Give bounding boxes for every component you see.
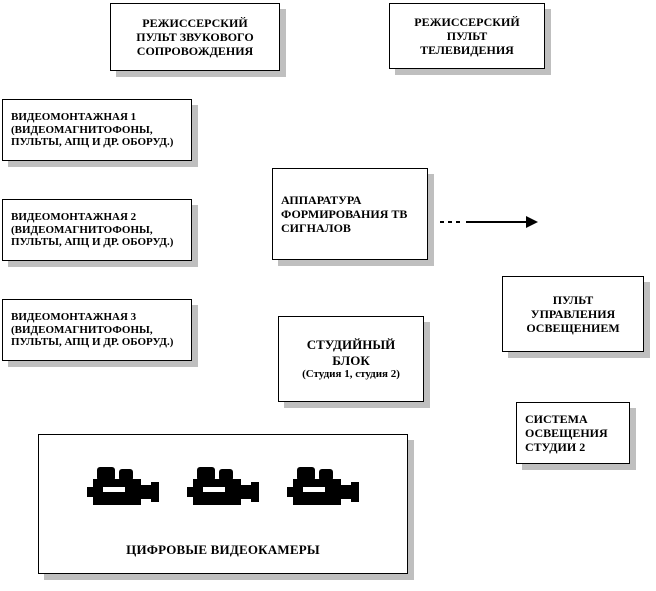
director-audio-console-box — [110, 3, 280, 71]
camera-lens-hood-icon — [351, 482, 359, 502]
camera-body-icon — [193, 479, 241, 505]
tv-signal-output-arrow — [440, 215, 538, 229]
camera-slit-icon — [203, 487, 225, 492]
studio-2-lighting-system-label: СИСТЕМА ОСВЕЩЕНИЯ СТУДИИ 2 — [525, 411, 608, 455]
camera-lens-hood-icon — [251, 482, 259, 502]
video-editing-room-2-label: ВИДЕОМОНТАЖНАЯ 2 (ВИДЕОМАГНИТОФОНЫ, ПУЛЬТЫ, АПЦ И ДР. ОБОРУД.) — [11, 210, 174, 249]
studio-2-lighting-system-box — [516, 402, 630, 464]
director-tv-console-label: РЕЖИССЕРСКИЙ ПУЛЬТ ТЕЛЕВИДЕНИЯ — [414, 14, 520, 58]
studio-block-label: СТУДИЙНЫЙ БЛОК (Студия 1, студия 2) — [302, 337, 400, 380]
camera-body-icon — [293, 479, 341, 505]
video-camera-icon — [187, 465, 259, 513]
lighting-control-console-label: ПУЛЬТ УПРАВЛЕНИЯ ОСВЕЩЕНИЕМ — [526, 292, 620, 336]
tv-signal-output-arrow-head — [526, 216, 538, 228]
camera-viewfinder-icon — [87, 487, 97, 497]
digital-cameras-box — [38, 434, 408, 574]
camera-body-icon — [93, 479, 141, 505]
digital-cameras-label: ЦИФРОВЫЕ ВИДЕОКАМЕРЫ — [126, 541, 320, 557]
video-editing-room-1-box — [2, 99, 192, 161]
tv-signal-forming-equipment-box — [272, 168, 428, 260]
director-audio-console-label: РЕЖИССЕРСКИЙ ПУЛЬТ ЗВУКОВОГО СОПРОВОЖДЕНИЯ — [136, 15, 254, 59]
camera-viewfinder-icon — [287, 487, 297, 497]
video-editing-room-3-label: ВИДЕОМОНТАЖНАЯ 3 (ВИДЕОМАГНИТОФОНЫ, ПУЛЬТЫ, АПЦ И ДР. ОБОРУД.) — [11, 310, 174, 349]
camera-icon-row — [39, 465, 407, 513]
camera-viewfinder-icon — [187, 487, 197, 497]
lighting-control-console-box — [502, 276, 644, 352]
video-camera-icon — [87, 465, 159, 513]
camera-lens-hood-icon — [151, 482, 159, 502]
camera-slit-icon — [103, 487, 125, 492]
tv-signal-output-arrow-line — [466, 221, 526, 223]
video-editing-room-2-box — [2, 199, 192, 261]
tv-signal-forming-equipment-label: АППАРАТУРА ФОРМИРОВАНИЯ ТВ СИГНАЛОВ — [281, 192, 408, 236]
director-tv-console-box — [389, 3, 545, 69]
tv-signal-output-arrow-dashes — [440, 221, 464, 223]
video-camera-icon — [287, 465, 359, 513]
camera-slit-icon — [303, 487, 325, 492]
studio-block-box — [278, 316, 424, 402]
video-editing-room-1-label: ВИДЕОМОНТАЖНАЯ 1 (ВИДЕОМАГНИТОФОНЫ, ПУЛЬТЫ, АПЦ И ДР. ОБОРУД.) — [11, 110, 174, 149]
video-editing-room-3-box — [2, 299, 192, 361]
